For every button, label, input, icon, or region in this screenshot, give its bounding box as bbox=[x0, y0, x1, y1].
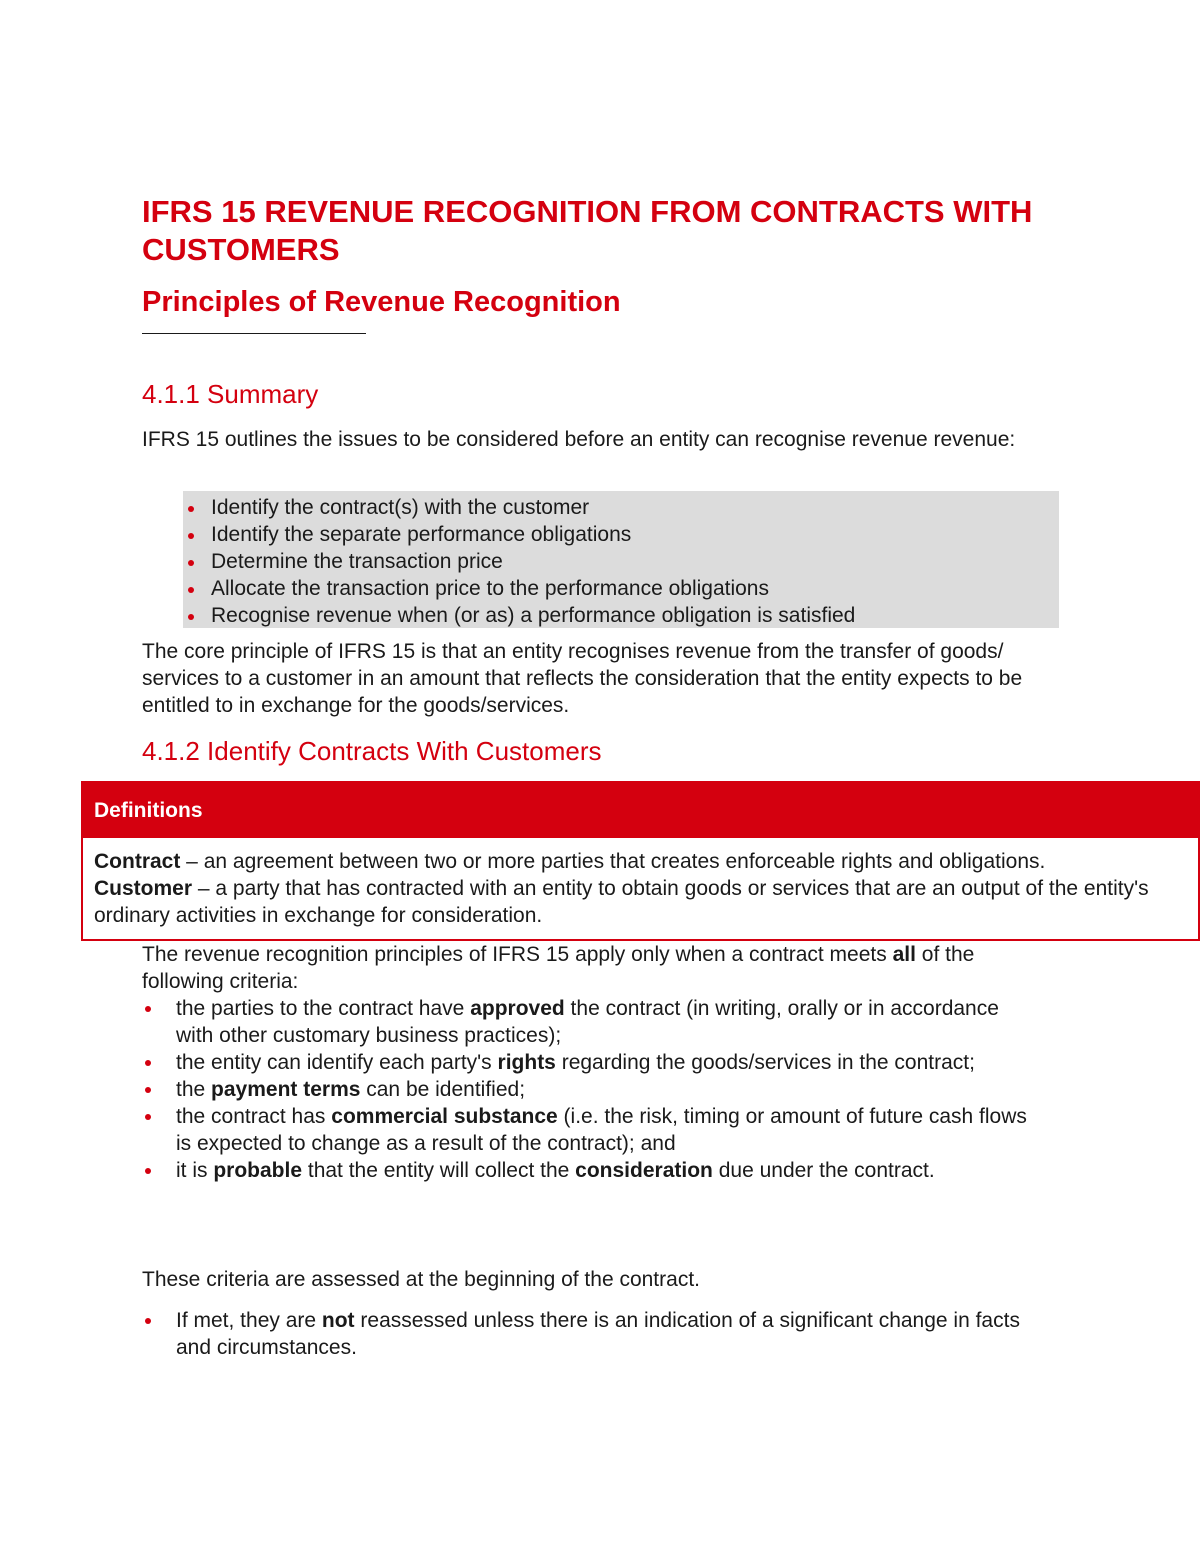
summary-intro: IFRS 15 outlines the issues to be considered before an entity can recognise revenue revenue: bbox=[142, 428, 1016, 451]
criteria-list bbox=[142, 995, 1042, 1184]
bullet-icon bbox=[145, 1168, 151, 1174]
criteria-assessed-text: These criteria are assessed at the beginning of the contract. bbox=[142, 1268, 700, 1291]
bullet-icon bbox=[188, 560, 194, 566]
definitions-header: Definitions bbox=[83, 783, 1198, 838]
definitions-body bbox=[83, 838, 1198, 929]
bullet-icon bbox=[145, 1006, 151, 1012]
bullet-icon bbox=[145, 1087, 151, 1093]
title-divider bbox=[142, 333, 366, 334]
bullet-icon bbox=[145, 1060, 151, 1066]
criteria-intro: The revenue recognition principles of IFRS 15 apply only when a contract meets all of the following criteria: bbox=[142, 943, 975, 993]
definition-term: Contract bbox=[94, 850, 181, 873]
bullet-icon bbox=[188, 533, 194, 539]
list-item: Recognise revenue when (or as) a performance obligation is satisfied bbox=[183, 602, 1059, 629]
list-item: Determine the transaction price bbox=[183, 548, 1059, 575]
revenue-steps-box bbox=[183, 491, 1059, 628]
list-item: Identify the contract(s) with the customer bbox=[183, 494, 1059, 521]
list-item: it is probable that the entity will collect the consideration due under the contract. bbox=[142, 1157, 1042, 1184]
core-principle-text: The core principle of IFRS 15 is that an entity recognises revenue from the transfer of goods/ services to a customer in an amount that reflects the consideration that the entity expects to be entitled to in exchange for the goods/services. bbox=[142, 640, 1023, 717]
definition-text: – a party that has contracted with an entity to obtain goods or services that are an output of the entity's ordinary activities in exchange for consideration. bbox=[94, 877, 1149, 927]
list-item: If met, they are not reassessed unless there is an indication of a significant change in facts and circumstances. bbox=[142, 1307, 1042, 1361]
definition-term: Customer bbox=[94, 877, 193, 900]
list-item: the parties to the contract have approved the contract (in writing, orally or in accordance with other customary business practices); bbox=[142, 995, 1042, 1049]
list-item: the entity can identify each party's rights regarding the goods/services in the contract; bbox=[142, 1049, 1042, 1076]
bullet-icon bbox=[188, 614, 194, 620]
definitions-box bbox=[81, 781, 1200, 941]
revenue-steps-list bbox=[183, 491, 1059, 629]
definition-contract bbox=[94, 848, 1187, 875]
list-item: the contract has commercial substance (i.e. the risk, timing or amount of future cash flows is expected to change as a result of the contract); and bbox=[142, 1103, 1042, 1157]
bullet-icon bbox=[188, 587, 194, 593]
section-heading-summary: 4.1.1 Summary bbox=[142, 379, 319, 409]
list-item: Identify the separate performance obligations bbox=[183, 521, 1059, 548]
list-item: the payment terms can be identified; bbox=[142, 1076, 1042, 1103]
bullet-icon bbox=[145, 1318, 151, 1324]
bullet-icon bbox=[145, 1114, 151, 1120]
document-subtitle: Principles of Revenue Recognition bbox=[142, 286, 621, 318]
reassess-list bbox=[142, 1307, 1042, 1361]
section-heading-contracts: 4.1.2 Identify Contracts With Customers bbox=[142, 736, 602, 766]
bullet-icon bbox=[188, 506, 194, 512]
definition-text: – an agreement between two or more parties that creates enforceable rights and obligations. bbox=[180, 850, 1046, 873]
document-title: IFRS 15 REVENUE RECOGNITION FROM CONTRACTS WITH CUSTOMERS bbox=[142, 194, 1033, 267]
list-item: Allocate the transaction price to the performance obligations bbox=[183, 575, 1059, 602]
definition-customer bbox=[94, 875, 1187, 929]
